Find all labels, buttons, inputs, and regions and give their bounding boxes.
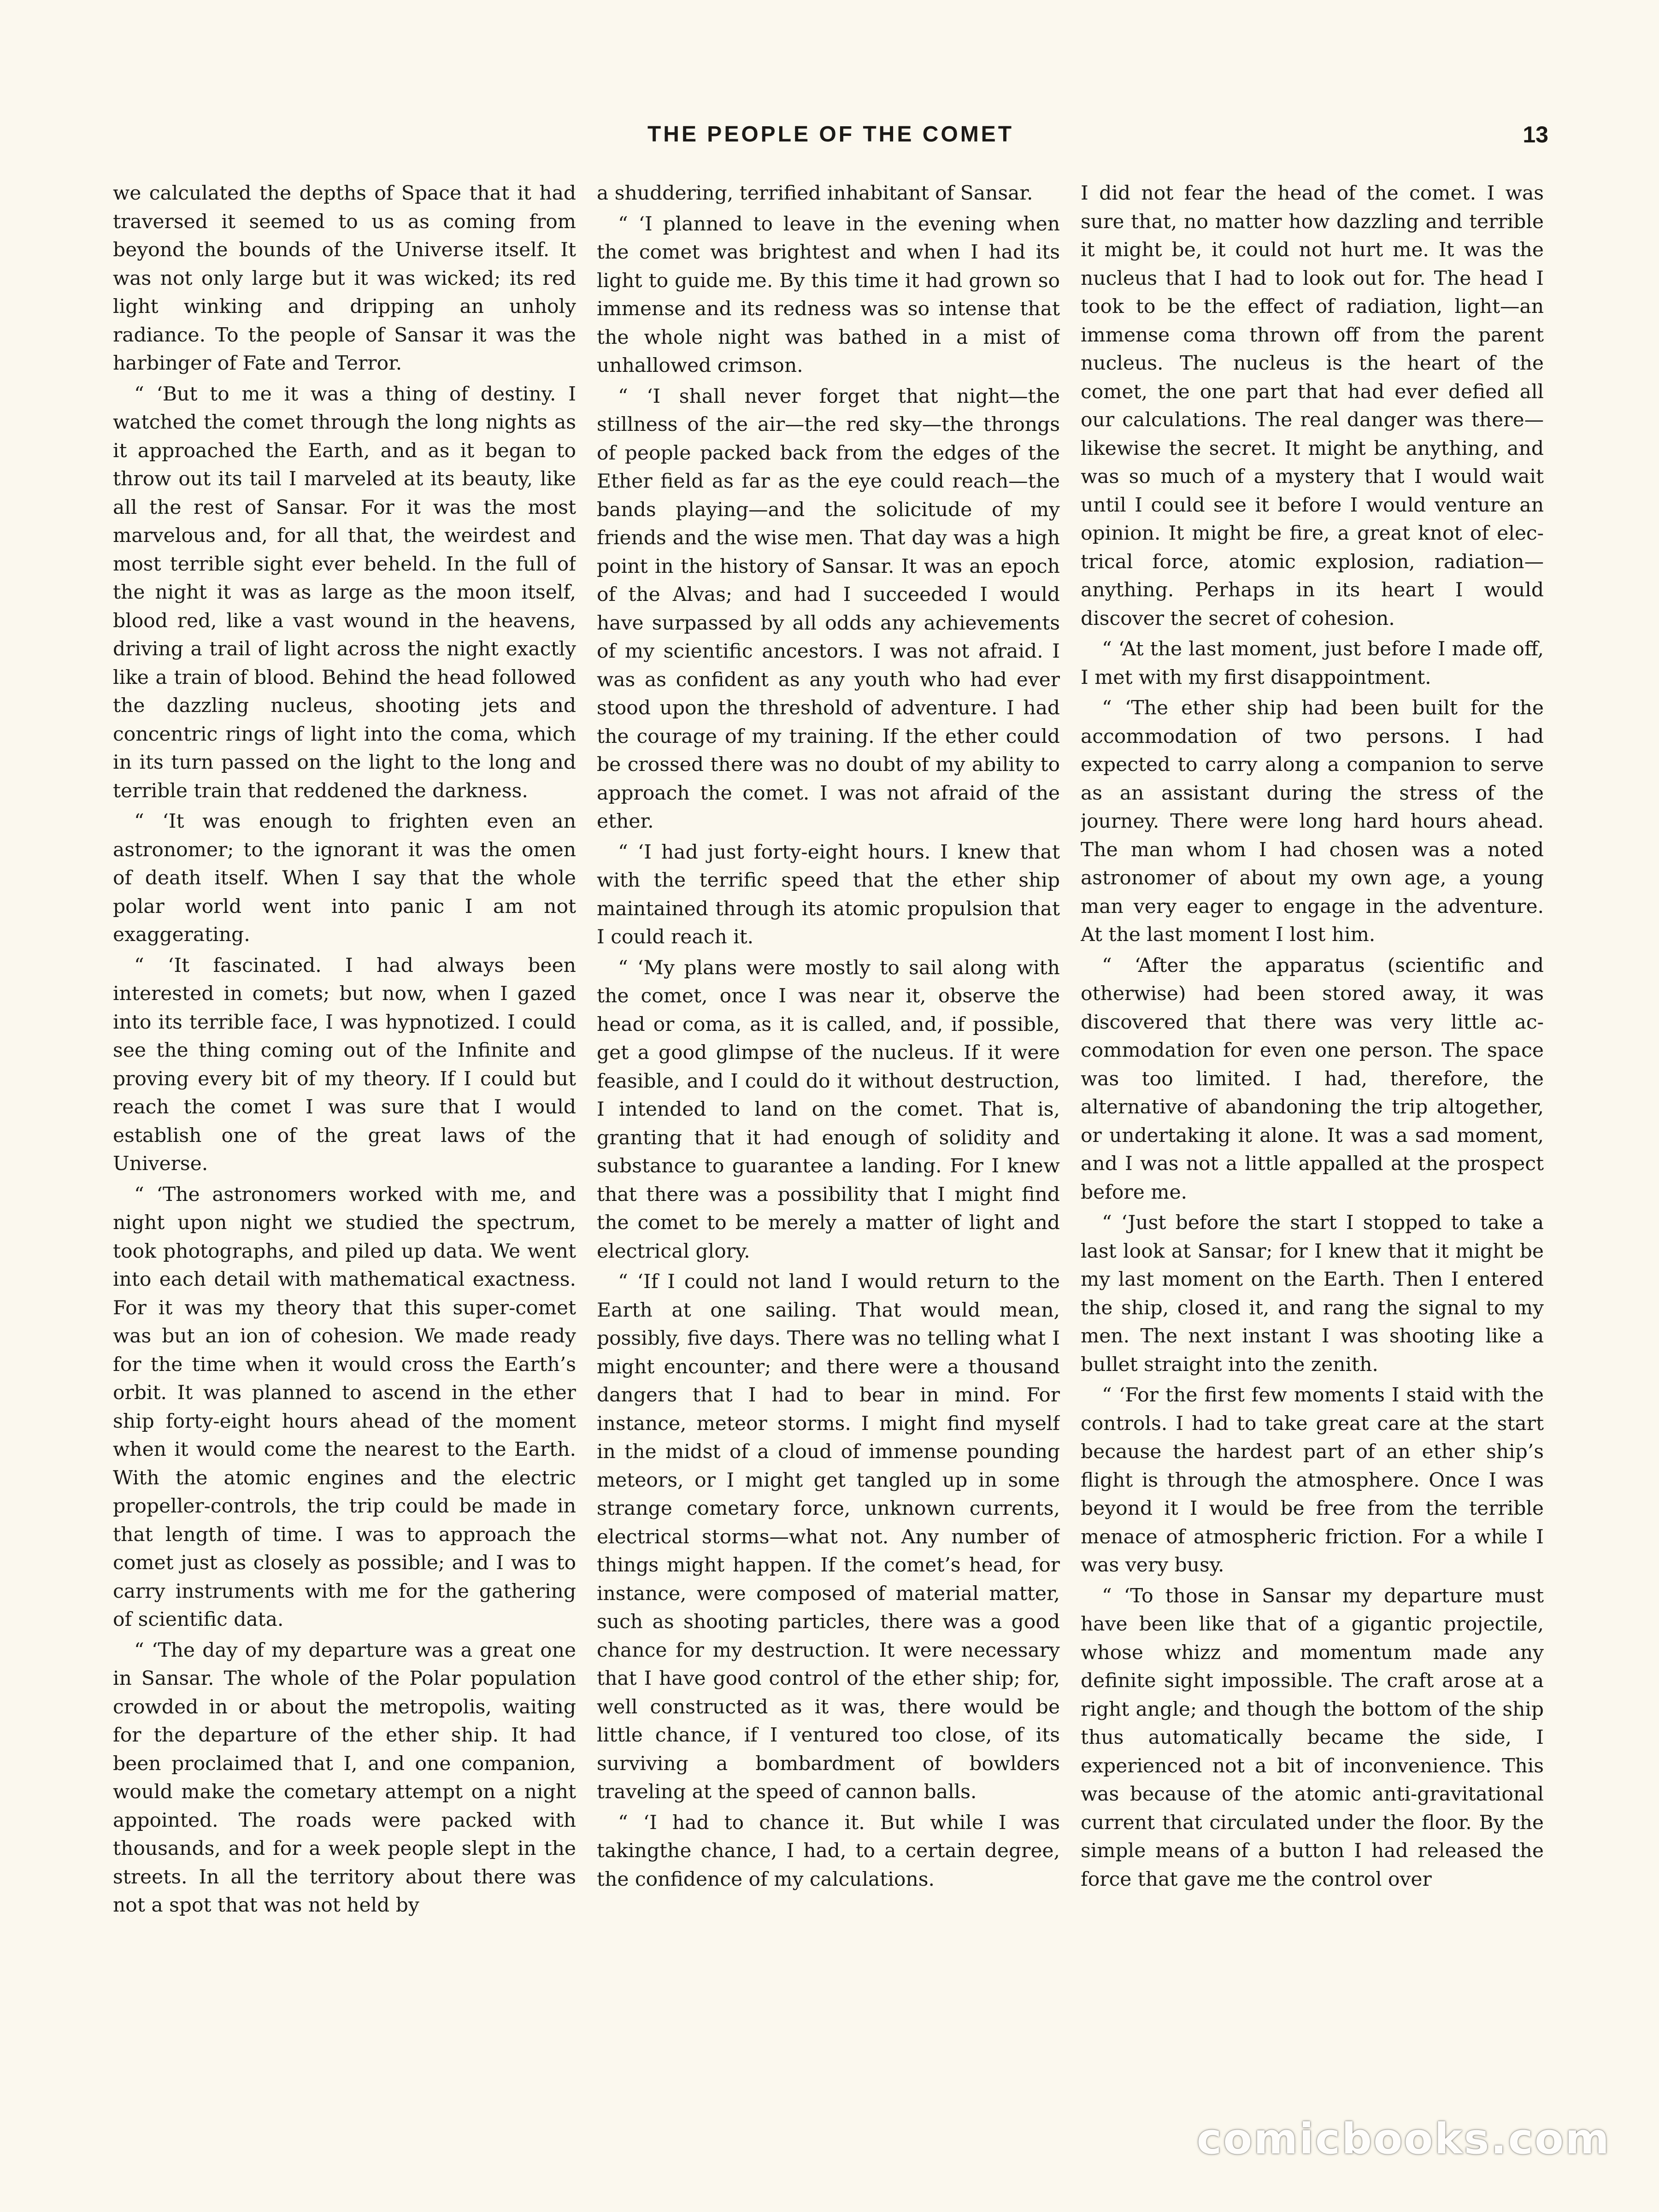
paragraph: “ ‘I had just forty-eight hours. I knew that with the terrific speed that the ether ship maintained through its atomic propulsion that I could reach it.	[597, 840, 1060, 948]
paragraph: “ ‘I planned to leave in the evening when the comet was brightest and when I had its light to guide me. By this time it had grown so immense and its redness was so intense that the whole night was bathed in a mist of unhallowed crimson.	[597, 212, 1060, 377]
text-column-2	[597, 179, 1060, 2045]
paragraph: “ ‘But to me it was a thing of destiny. I watched the comet through the long nights as it approached the Earth, and as it began to throw out its tail I marveled at its beauty, like all the rest of Sansar. For it was the most marvelous and, for all that, the weirdest and most terrible sight ever beheld. In the full of the night it was as large as the moon itself, blood red, like a vast wound in the heavens, driving a trail of light across the night exactly like a train of blood. Behind the head followed the dazzling nucleus, shooting jets and concentric rings of light into the coma, which in its turn passed on the light to the long and terrible train that reddened the darkness.	[113, 382, 576, 802]
paragraph: “ ‘My plans were mostly to sail along with the comet, once I was near it, observe the head or coma, as it is called, and, if possible, get a good glimpse of the nucleus. If it were feasible, and I could do it without destruction, I intended to land on the comet. That is, granting that it had enough of solidity and substance to guarantee a landing. For I knew that there was a possibility that I might find the comet to be merely a matter of light and electrical glory.	[597, 956, 1060, 1262]
paragraph: “ ‘I shall never forget that night—the stillness of the air—the red sky—the throngs of people packed back from the edges of the Ether field as far as the eye could reach—the bands playing—and the solicitude of my friends and the wise men. That day was a high point in the history of Sansar. It was an epoch of the Alvas; and had I succeeded I would have surpassed by all odds any achievements of my scientific ancestors. I was not afraid. I was as confident as any youth who had ever stood upon the threshold of adventure. I had the courage of my training. If the ether could be crossed there was no doubt of my ability to approach the comet. I was not afraid of the ether.	[597, 384, 1060, 832]
paragraph: “ ‘It was enough to frighten even an astronomer; to the ignorant it was the omen of death itself. When I say that the whole polar world went into panic I am not exaggerating.	[113, 810, 576, 946]
paragraph: a shuddering, terrified inhabitant of Sansar.	[597, 182, 1033, 204]
running-head	[113, 121, 1548, 158]
paragraph: “ ‘After the apparatus (scientific and otherwise) had been stored away, it was discovered that there was very little accommodation for even one person. The space was too limited. I had, therefore, the alternative of abandoning the trip altogether, or undertaking it alone. It was a sad moment, and I was not a little appalled at the prospect before me.	[1081, 953, 1544, 1203]
page-title: THE PEOPLE OF THE COMET	[647, 122, 1014, 147]
paragraph: “ ‘To those in Sansar my departure must have been like that of a gigantic projectile, whose whizz and momentum made any definite sight impossible. The craft arose at a right angle; and though the bottom of the ship thus automatically became the side, I experienced not a bit of inconvenience. This was because of the atomic anti-gravitational current that circulated under the floor. By the simple means of a button I had released the force that gave me the control over	[1081, 1584, 1544, 1890]
paragraph: we calculated the depths of Space that it had traversed it seemed to us as coming from beyond the bounds of the Universe itself. It was not only large but it was wicked; its red light winking and dripping an unholy radiance. To the people of Sansar it was the harbinger of Fate and Terror.	[113, 182, 576, 374]
paragraph: “ ‘If I could not land I would return to the Earth at one sailing. That would mean, possibly, five days. There was no telling what I might encounter; and there were a thousand dangers that I had to bear in mind. For instance, meteor storms. I might find myself in the midst of a cloud of immense pounding meteors, or I might get tangled up in some strange cometary force, unknown currents, electrical storms—what not. Any number of things might happen. If the comet’s head, for instance, were composed of material matter, such as shooting particles, there was a good chance for my destruction. It were necessary that I have good control of the ether ship; for, well constructed as it was, there would be little chance, if I ventured too close, of its surviving a bombardment of bowlders traveling at the speed of cannon balls.	[597, 1270, 1060, 1803]
paragraph: “ ‘The ether ship had been built for the accommodation of two persons. I had expected to carry along a companion to serve as an assistant during the stress of the journey. There were long hard hours ahead. The man whom I had chosen was a noted astronomer of about my own age, a young man very eager to engage in the adventure. At the last moment I lost him.	[1081, 696, 1544, 946]
text-column-3	[1081, 179, 1544, 2045]
paragraph: “ ‘The astronomers worked with me, and night upon night we studied the spectrum, took photographs, and piled up data. We went into each detail with mathematical exactness. For it was my theory that this super-comet was but an ion of cohesion. We made ready for the time when it would cross the Earth’s orbit. It was planned to ascend in the ether ship forty-eight hours ahead of the moment when it would come the nearest to the Earth. With the atomic engines and the electric propeller-controls, the trip could be made in that length of time. I was to approach the comet just as closely as possible; and I was to carry instruments with me for the gathering of scientific data.	[113, 1182, 576, 1630]
text-column-1	[113, 179, 576, 2045]
paragraph: “ ‘At the last moment, just before I made off, I met with my first disappointment.	[1081, 637, 1544, 688]
paragraph: “ ‘For the first few moments I staid with the controls. I had to take great care at the start because the hardest part of an ether ship’s flight is through the atmosphere. Once I was beyond it I would be free from the terrible menace of atmospheric friction. For a while I was very busy.	[1081, 1383, 1544, 1576]
paragraph: “ ‘It fascinated. I had always been interested in comets; but now, when I gazed into its terrible face, I was hypnotized. I could see the thing coming out of the Infinite and proving every bit of my theory. If I could but reach the comet I was sure that I would establish one of the great laws of the Universe.	[113, 953, 576, 1175]
paragraph: “ ‘I had to chance it. But while I was takingthe chance, I had, to a certain degree, the confidence of my calculations.	[597, 1811, 1060, 1890]
paragraph: “ ‘The day of my departure was a great one in Sansar. The whole of the Polar population crowded in or about the metropolis, waiting for the departure of the ether ship. It had been proclaimed that I, and one companion, would make the cometary attempt on a night appointed. The roads were packed with thousands, and for a week people slept in the streets. In all the territory about there was not a spot that was not held by	[113, 1638, 576, 1916]
paragraph: “ ‘Just before the start I stopped to take a last look at Sansar; for I knew that it might be my last moment on the Earth. Then I entered the ship, closed it, and rang the signal to my men. The next instant I was shooting like a bullet straight into the zenith.	[1081, 1211, 1544, 1376]
paragraph: I did not fear the head of the comet. I was sure that, no matter how dazzling and terrible it might be, it could not hurt me. It was the nucleus that I had to look out for. The head I took to be the effect of radiation, light—an immense coma thrown off from the parent nucleus. The nucleus is the heart of the comet, the one part that had ever defied all our calculations. The real danger was there—likewise the secret. It might be anything, and was so much of a mystery that I would wait until I could see it before I would venture an opinion. It might be fire, a great knot of electrical force, atomic explosion, radiation—anything. Perhaps in its heart I would discover the secret of cohesion.	[1081, 182, 1544, 629]
page-number: 13	[1523, 122, 1548, 147]
site-watermark: comicbooks.com	[1196, 2114, 1611, 2164]
